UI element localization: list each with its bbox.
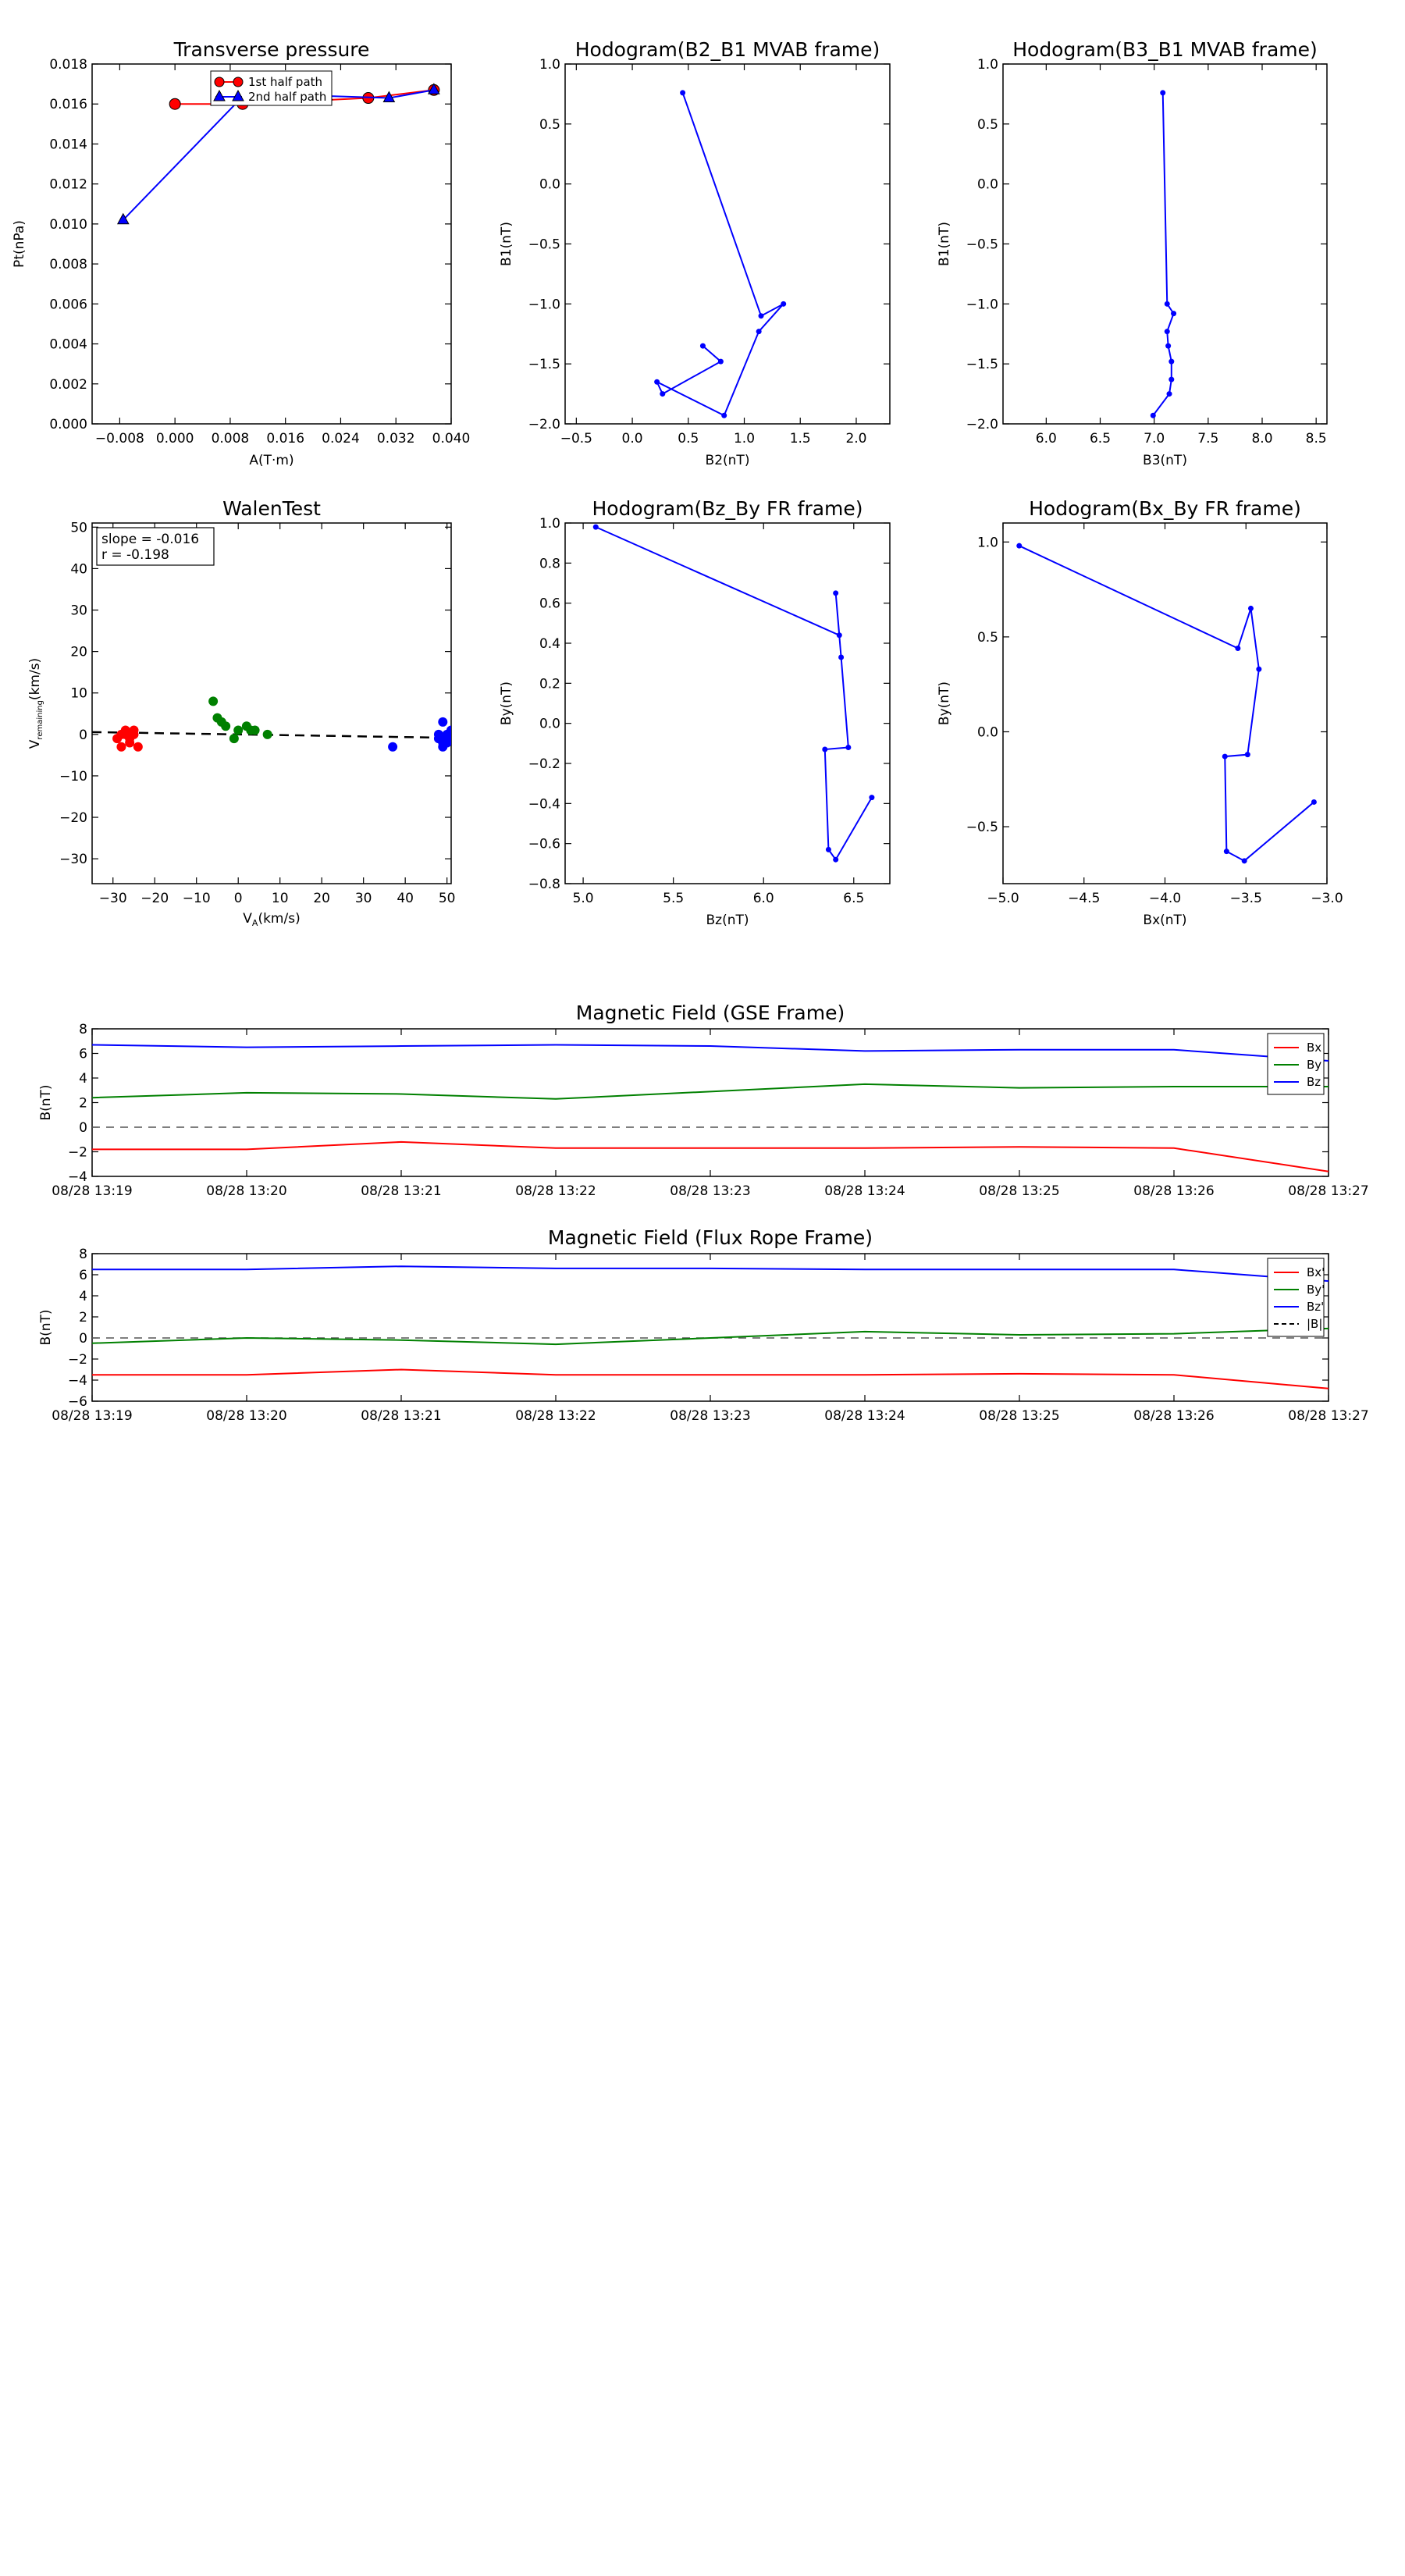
chart-h3 (499, 497, 890, 928)
series-line (657, 93, 784, 415)
chart-h1 (499, 38, 890, 468)
y-tick-label: 0.012 (49, 176, 87, 193)
data-point (1222, 754, 1228, 760)
data-point (680, 90, 685, 95)
data-point (438, 738, 447, 747)
data-point (116, 742, 126, 752)
y-tick-label: −4 (67, 1169, 87, 1185)
x-tick-label: 08/28 13:25 (979, 1183, 1060, 1199)
y-tick-label: 1.0 (976, 57, 998, 73)
data-point (759, 313, 764, 318)
data-point (125, 738, 134, 747)
y-tick-label: 40 (70, 561, 87, 578)
x-tick-label: 40 (397, 891, 414, 906)
x-axis-label: Bz(nT) (706, 913, 749, 928)
legend-label: 2nd half path (248, 90, 327, 104)
data-point (1168, 359, 1174, 365)
data-point (1171, 311, 1176, 316)
plot-frame (565, 64, 890, 424)
x-tick-label: −3.0 (1311, 891, 1343, 906)
x-tick-label: 08/28 13:27 (1288, 1183, 1369, 1199)
legend-label: By' (1307, 1283, 1325, 1297)
data-point (112, 734, 122, 743)
data-point (1165, 301, 1170, 307)
y-axis-label: B(nT) (38, 1309, 54, 1346)
y-tick-label: 0.018 (49, 57, 87, 73)
x-tick-label: 6.5 (1089, 431, 1112, 447)
y-tick-label: −2.0 (528, 417, 560, 432)
series-line (1019, 546, 1314, 861)
x-tick-label: 50 (438, 891, 456, 906)
x-tick-label: 08/28 13:19 (52, 1408, 133, 1424)
x-tick-label: 0.5 (678, 431, 699, 447)
plot-area (1016, 543, 1317, 864)
x-tick-label: 08/28 13:22 (515, 1408, 596, 1424)
data-point (838, 654, 844, 660)
data-point (869, 795, 874, 800)
x-tick-label: 5.0 (572, 891, 594, 906)
x-tick-label: 0.016 (266, 431, 305, 447)
data-point (121, 730, 130, 739)
y-tick-label: 0.014 (49, 137, 87, 153)
y-tick-label: −0.5 (528, 237, 560, 253)
x-axis-label: B2(nT) (705, 453, 750, 468)
chart-title: Hodogram(B2_B1 MVAB frame) (574, 38, 880, 61)
y-axis-label: $V_{remaining}(km/s)$ (27, 657, 44, 749)
x-tick-label: −3.5 (1229, 891, 1262, 906)
y-tick-label: −0.5 (966, 820, 998, 836)
data-point (133, 742, 143, 752)
plot-frame (1003, 64, 1327, 424)
data-point (229, 734, 239, 743)
plot-area (654, 90, 786, 418)
series-line-bz (92, 1044, 1329, 1060)
x-tick-label: 0 (233, 891, 243, 906)
y-tick-label: 0.000 (49, 417, 87, 432)
data-point (208, 696, 218, 706)
data-point (446, 726, 456, 735)
plot-area (593, 525, 875, 863)
data-point (593, 525, 599, 530)
data-point (169, 98, 180, 109)
data-point (233, 77, 243, 87)
series-line-bx (92, 1142, 1329, 1172)
y-tick-label: 6 (79, 1268, 87, 1283)
y-tick-label: −1.5 (966, 357, 998, 373)
chart-h2 (937, 38, 1327, 468)
chart-tp (12, 38, 470, 468)
x-tick-label: 08/28 13:24 (824, 1408, 905, 1424)
chart-walen (27, 497, 456, 928)
x-tick-label: 5.5 (663, 891, 685, 906)
y-axis-label: By(nT) (937, 681, 952, 726)
y-tick-label: 0 (79, 1331, 87, 1347)
data-point (837, 632, 842, 638)
data-point (822, 747, 827, 753)
x-tick-label: −5.0 (987, 891, 1019, 906)
data-point (388, 742, 397, 752)
y-tick-label: 1.0 (976, 535, 998, 551)
x-tick-label: −0.5 (560, 431, 592, 447)
x-tick-label: 08/28 13:23 (670, 1408, 751, 1424)
x-tick-label: 08/28 13:26 (1133, 1408, 1215, 1424)
y-tick-label: 0.0 (976, 724, 998, 741)
y-tick-label: −0.6 (528, 836, 560, 852)
y-tick-label: 30 (70, 603, 87, 619)
x-tick-label: 08/28 13:21 (361, 1183, 442, 1199)
y-tick-label: 6 (79, 1046, 87, 1062)
plot-frame (92, 64, 451, 424)
x-tick-label: 08/28 13:26 (1133, 1183, 1215, 1199)
x-tick-label: 8.0 (1251, 431, 1273, 447)
x-tick-label: 08/28 13:21 (361, 1408, 442, 1424)
y-tick-label: −1.5 (528, 357, 560, 373)
x-tick-label: 8.5 (1305, 431, 1327, 447)
data-point (129, 730, 138, 739)
y-axis-label: B1(nT) (937, 222, 952, 266)
annotation-text: slope = -0.016 (101, 532, 200, 547)
y-tick-label: −1.0 (966, 297, 998, 313)
plot-frame (92, 1029, 1329, 1176)
x-axis-label: A(T·m) (249, 453, 294, 468)
x-tick-label: 08/28 13:24 (824, 1183, 905, 1199)
x-tick-label: 7.0 (1144, 431, 1165, 447)
x-tick-label: 10 (271, 891, 289, 906)
y-tick-label: 0.6 (539, 596, 560, 612)
x-tick-label: 1.5 (789, 431, 811, 447)
y-tick-label: 0.010 (49, 216, 87, 233)
x-tick-label: 08/28 13:25 (979, 1408, 1060, 1424)
data-point (826, 847, 831, 852)
y-tick-label: 0.2 (539, 676, 560, 692)
plot-frame (565, 523, 890, 884)
x-tick-label: 08/28 13:23 (670, 1183, 751, 1199)
data-point (660, 391, 665, 397)
data-point (233, 726, 243, 735)
y-tick-label: 0.4 (539, 636, 560, 652)
data-point (1160, 90, 1165, 95)
chart-bgse (38, 1002, 1369, 1199)
legend-label: Bx (1307, 1041, 1322, 1055)
data-point (781, 301, 786, 307)
data-point (1151, 413, 1156, 418)
y-tick-label: 0.5 (976, 629, 998, 646)
y-tick-label: 0.5 (976, 116, 998, 133)
y-tick-label: 4 (79, 1289, 87, 1304)
x-tick-label: 08/28 13:20 (206, 1408, 287, 1424)
y-tick-label: 0.5 (539, 116, 560, 133)
data-point (1167, 391, 1172, 397)
y-tick-label: 8 (79, 1022, 87, 1037)
y-tick-label: −2 (67, 1144, 87, 1161)
chart-title: Hodogram(B3_B1 MVAB frame) (1012, 38, 1318, 61)
y-tick-label: −0.8 (528, 877, 560, 892)
y-tick-label: 0.002 (49, 376, 87, 393)
series-line (1153, 93, 1173, 415)
data-point (1165, 343, 1171, 349)
plot-frame (1003, 523, 1327, 884)
y-tick-label: 50 (70, 520, 87, 536)
x-tick-label: 7.5 (1197, 431, 1219, 447)
x-tick-label: 6.0 (752, 891, 774, 906)
x-axis-label: B3(nT) (1143, 453, 1187, 468)
chart-title: Transverse pressure (173, 38, 370, 61)
legend-label: By (1307, 1058, 1322, 1072)
chart-title: Hodogram(Bx_By FR frame) (1029, 497, 1301, 520)
y-tick-label: 0.0 (976, 176, 998, 193)
y-tick-label: 0.8 (539, 556, 560, 572)
series-line-bx (92, 1370, 1329, 1389)
x-tick-label: 2.0 (845, 431, 867, 447)
data-point (1256, 667, 1261, 672)
x-tick-label: −30 (98, 891, 127, 906)
x-tick-label: 6.5 (843, 891, 865, 906)
data-point (833, 590, 838, 596)
data-point (718, 359, 724, 365)
data-point (654, 379, 660, 385)
data-point (1016, 543, 1022, 549)
y-tick-label: −1.0 (528, 297, 560, 313)
data-point (1245, 752, 1250, 757)
y-tick-label: −4 (67, 1373, 87, 1389)
y-tick-label: −2.0 (966, 417, 998, 432)
y-tick-label: 0.004 (49, 336, 87, 353)
data-point (1242, 858, 1247, 863)
data-point (1235, 646, 1240, 651)
y-tick-label: 1.0 (539, 516, 560, 532)
y-tick-label: −10 (59, 768, 87, 785)
legend-label: |B| (1307, 1317, 1323, 1331)
chart-title: Magnetic Field (Flux Rope Frame) (547, 1226, 873, 1249)
x-tick-label: −4.5 (1068, 891, 1101, 906)
legend-label: Bz' (1307, 1300, 1325, 1314)
series-line-by (92, 1084, 1329, 1099)
x-tick-label: 08/28 13:22 (515, 1183, 596, 1199)
y-axis-label: Pt(nPa) (12, 220, 27, 268)
x-tick-label: 0.008 (211, 431, 250, 447)
series-line (596, 527, 872, 859)
data-point (217, 717, 226, 727)
y-axis-label: B(nT) (38, 1084, 54, 1121)
y-tick-label: 0 (79, 1120, 87, 1136)
chart-title: Hodogram(Bz_By FR frame) (592, 497, 863, 520)
x-tick-label: 1.0 (733, 431, 756, 447)
y-tick-label: −20 (59, 810, 87, 827)
y-tick-label: 2 (79, 1310, 87, 1325)
x-tick-label: 30 (354, 891, 372, 906)
data-point (438, 717, 447, 727)
x-tick-label: 08/28 13:20 (206, 1183, 287, 1199)
x-tick-label: 0.0 (621, 431, 643, 447)
data-point (1311, 799, 1317, 805)
chart-title: WalenTest (222, 497, 321, 520)
plot-area (92, 696, 456, 751)
x-tick-label: 0.024 (322, 431, 360, 447)
x-axis-label: Bx(nT) (1143, 913, 1187, 928)
x-tick-label: 0.040 (432, 431, 471, 447)
y-tick-label: −6 (67, 1394, 87, 1410)
series-line (123, 88, 434, 220)
annotation-text: r = -0.198 (101, 547, 169, 563)
y-tick-label: −0.4 (528, 796, 560, 813)
data-point (434, 730, 443, 739)
x-tick-label: 08/28 13:19 (52, 1183, 133, 1199)
y-tick-label: −0.2 (528, 756, 560, 772)
y-tick-label: −2 (67, 1352, 87, 1368)
y-tick-label: 2 (79, 1095, 87, 1112)
x-tick-label: −10 (182, 891, 211, 906)
data-point (1165, 329, 1170, 334)
x-tick-label: 08/28 13:27 (1288, 1408, 1369, 1424)
y-tick-label: −0.5 (966, 237, 998, 253)
x-tick-label: −0.008 (94, 431, 144, 447)
y-tick-label: 0 (79, 727, 87, 743)
y-tick-label: 8 (79, 1247, 87, 1262)
legend-label: Bz (1307, 1075, 1321, 1089)
y-axis-label: B1(nT) (499, 222, 514, 266)
y-tick-label: 0.016 (49, 97, 87, 113)
data-point (845, 745, 851, 750)
chart-title: Magnetic Field (GSE Frame) (575, 1002, 845, 1024)
data-point (700, 343, 706, 349)
y-tick-label: 0.006 (49, 297, 87, 313)
series-line-bz (92, 1266, 1329, 1281)
x-tick-label: 0.000 (155, 431, 194, 447)
series-line-by (92, 1329, 1329, 1344)
chart-h4 (937, 497, 1343, 928)
data-point (263, 730, 272, 739)
plot-area (1151, 90, 1176, 418)
y-tick-label: 0.0 (539, 716, 560, 732)
x-axis-label: $V_A(km/s)$ (243, 911, 301, 928)
x-tick-label: 20 (313, 891, 331, 906)
legend-label: 1st half path (248, 75, 323, 89)
data-point (1168, 377, 1174, 382)
y-tick-label: 20 (70, 644, 87, 660)
legend-label: Bx' (1307, 1265, 1325, 1279)
data-point (756, 329, 762, 334)
y-tick-label: 10 (70, 685, 87, 702)
data-point (721, 413, 727, 418)
x-tick-label: 0.032 (376, 431, 415, 447)
x-tick-label: −20 (140, 891, 169, 906)
y-tick-label: 0.008 (49, 257, 87, 273)
data-point (833, 857, 838, 863)
x-tick-label: 6.0 (1035, 431, 1057, 447)
y-tick-label: −30 (59, 852, 87, 868)
y-tick-label: 0.0 (539, 176, 560, 193)
y-axis-label: By(nT) (499, 681, 514, 726)
data-point (251, 726, 260, 735)
y-tick-label: 4 (79, 1071, 87, 1087)
chart-bfr (38, 1226, 1369, 1424)
data-point (215, 77, 224, 87)
y-tick-label: 1.0 (539, 57, 560, 73)
data-point (1224, 849, 1229, 854)
plot-frame (92, 1254, 1329, 1401)
data-point (1248, 606, 1254, 611)
plot-frame (92, 523, 451, 884)
x-tick-label: −4.0 (1148, 891, 1182, 906)
